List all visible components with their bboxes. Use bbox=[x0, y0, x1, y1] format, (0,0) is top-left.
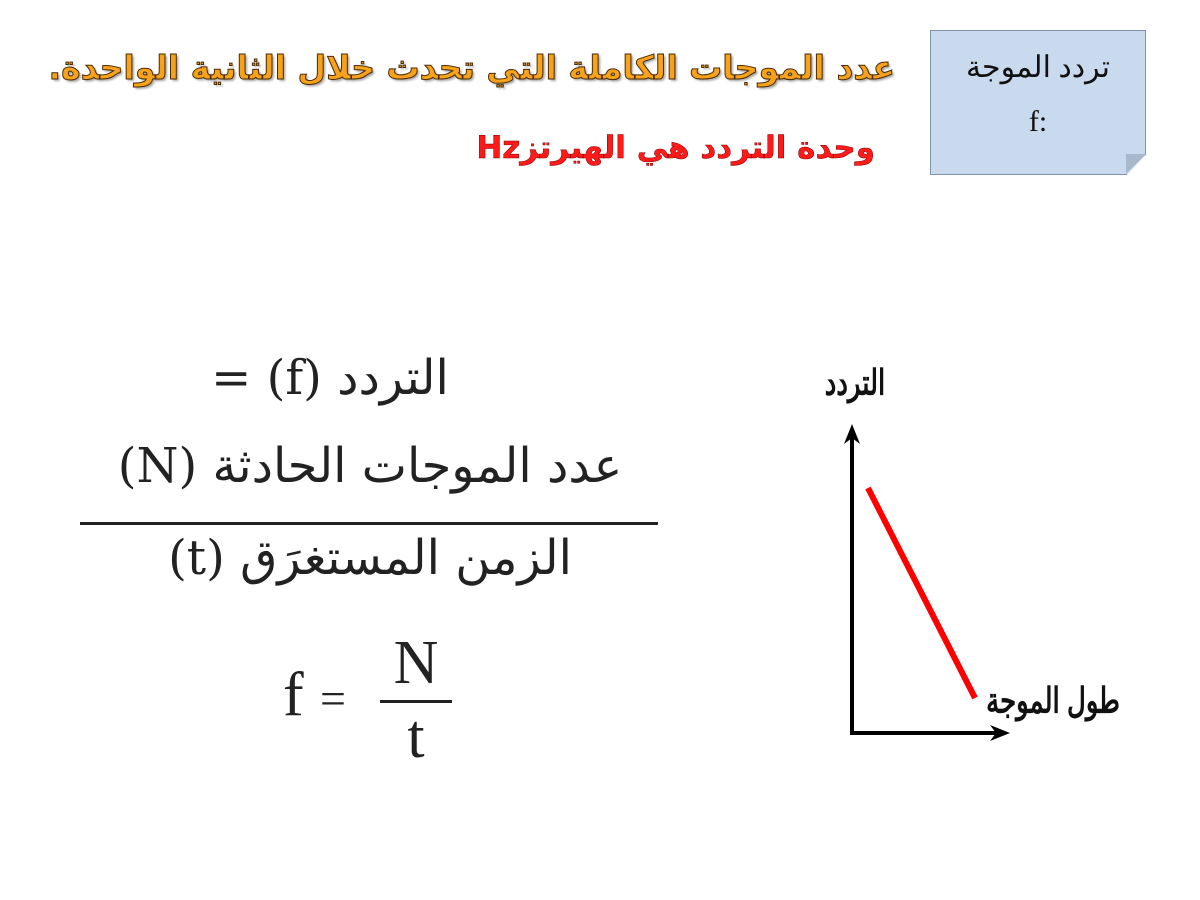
symbol-f: f bbox=[283, 661, 304, 729]
note-folded-corner bbox=[1126, 154, 1146, 174]
graph-y-axis-label: التردد bbox=[824, 362, 886, 403]
frequency-unit: وحدة التردد هي الهيرتزHz bbox=[476, 130, 875, 166]
formula-numerator: عدد الموجات الحادثة (N) bbox=[117, 438, 623, 494]
formula-lhs: التردد (f) = bbox=[211, 350, 449, 406]
graph-x-axis-label: طول الموجة bbox=[986, 680, 1120, 721]
note-symbol: :f bbox=[1028, 105, 1048, 138]
note-term: تردد الموجة bbox=[965, 51, 1111, 84]
relation-line bbox=[868, 488, 975, 698]
formula-denominator: الزمن المستغرَق (t) bbox=[168, 530, 572, 586]
symbol-t: t bbox=[407, 703, 425, 771]
symbol-n: N bbox=[393, 629, 439, 697]
symbol-equals: = bbox=[320, 673, 346, 724]
fraction-bar bbox=[80, 522, 658, 525]
frequency-definition: عدد الموجات الكاملة التي تحدث خلال الثانية الواحدة. bbox=[48, 48, 895, 87]
